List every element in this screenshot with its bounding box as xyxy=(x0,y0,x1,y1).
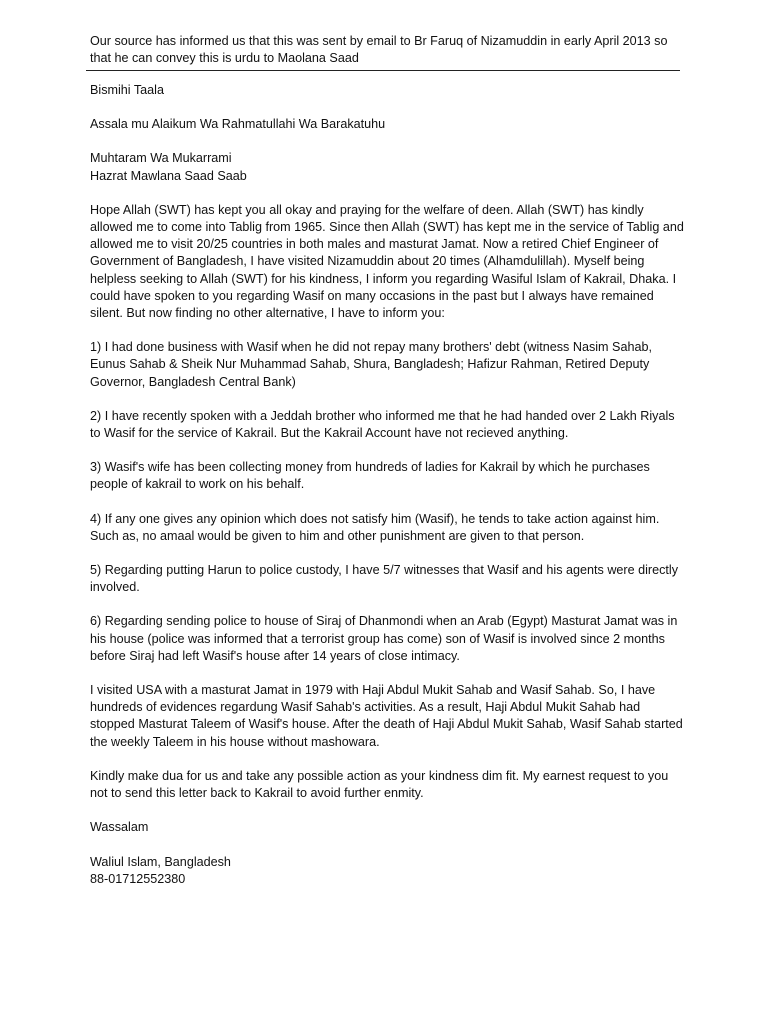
intro-paragraph: Hope Allah (SWT) has kept you all okay and praying for the welfare of deen. Allah (SWT) has kindly allowed me to come into Tablig from 1965. Since then Allah (SWT) has kept me in the service of Tablig and allowed me to visit 20/25 countries in both males and masturat Jamat. Now a retired Chief Engineer of Government of Bangladesh, I have visited Nizamuddin about 20 times (Alhamdulillah). Myself being helpless seeking to Allah (SWT) for his kindness, I inform you regarding Wasiful Islam of Kakrail, Dhaka. I could have spoken to you regarding Wasif on many occasions in the past but I always have remained silent. But now finding no other alternative, I have to inform you: xyxy=(90,202,684,321)
point-3: 3) Wasif's wife has been collecting money from hundreds of ladies for Kakrail by which he purchases people of kakrail to work on his behalf. xyxy=(90,460,650,492)
signature-name: Waliul Islam, Bangladesh xyxy=(90,854,231,869)
opening-salutation: Bismihi Taala xyxy=(90,83,164,97)
signoff: Wassalam xyxy=(90,820,149,835)
email-note-header xyxy=(90,33,686,70)
point-1: 1) I had done business with Wasif when he did not repay many brothers' debt (witness Nasim Sahab, Eunus Sahab & Sheik Nur Muhammad Sahab, Shura, Bangladesh; Hafizur Rahman, Retired Deputy Governor, Bangladesh Central Bank) xyxy=(90,340,652,389)
point-6: 6) Regarding sending police to house of Siraj of Dhanmondi when an Arab (Egypt) Masturat Jamat was in his house (police was informed that a terrorist group has come) son of Wasif is involved since 2 months before Siraj had left Wasif's house after 14 years of close intimacy. xyxy=(90,614,678,663)
addressee-line-2: Hazrat Mawlana Saad Saab xyxy=(90,168,247,183)
usa-paragraph: I visited USA with a masturat Jamat in 1979 with Haji Abdul Mukit Sahab and Wasif Sahab. So, I have hundreds of evidences regardung Wasif Sahab's activities. As a result, Haji Abdul Mukit Sahab had stopped Masturat Taleem of Wasif's house. After the death of Haji Abdul Mukit Sahab, Wasif Sahab started the weekly Taleem in his house without mashowara. xyxy=(90,683,683,749)
closing-request: Kindly make dua for us and take any possible action as your kindness dim fit. My earnest request to you not to send this letter back to Kakrail to avoid further enmity. xyxy=(90,768,669,801)
signature-phone: 88-01712552380 xyxy=(90,871,186,886)
greeting: Assala mu Alaikum Wa Rahmatullahi Wa Barakatuhu xyxy=(90,117,386,132)
signature-block xyxy=(90,854,686,888)
addressee-block xyxy=(90,150,686,184)
point-4: 4) If any one gives any opinion which does not satisfy him (Wasif), he tends to take action against him. Such as, no amaal would be given to him and other punishment are given to that person. xyxy=(90,511,660,543)
letter-body xyxy=(90,82,686,905)
header-divider xyxy=(86,70,680,71)
point-2: 2) I have recently spoken with a Jeddah brother who informed me that he had handed over 2 Lakh Riyals to Wasif for the service of Kakrail. But the Kakrail Account have not recieved anything. xyxy=(90,408,675,441)
source-note: Our source has informed us that this was sent by email to Br Faruq of Nizamuddin in early April 2013 so that he can convey this is urdu to Maolana Saad xyxy=(90,34,668,66)
point-5: 5) Regarding putting Harun to police custody, I have 5/7 witnesses that Wasif and his agents were directly involved. xyxy=(90,563,679,595)
addressee-line-1: Muhtaram Wa Mukarrami xyxy=(90,151,232,166)
